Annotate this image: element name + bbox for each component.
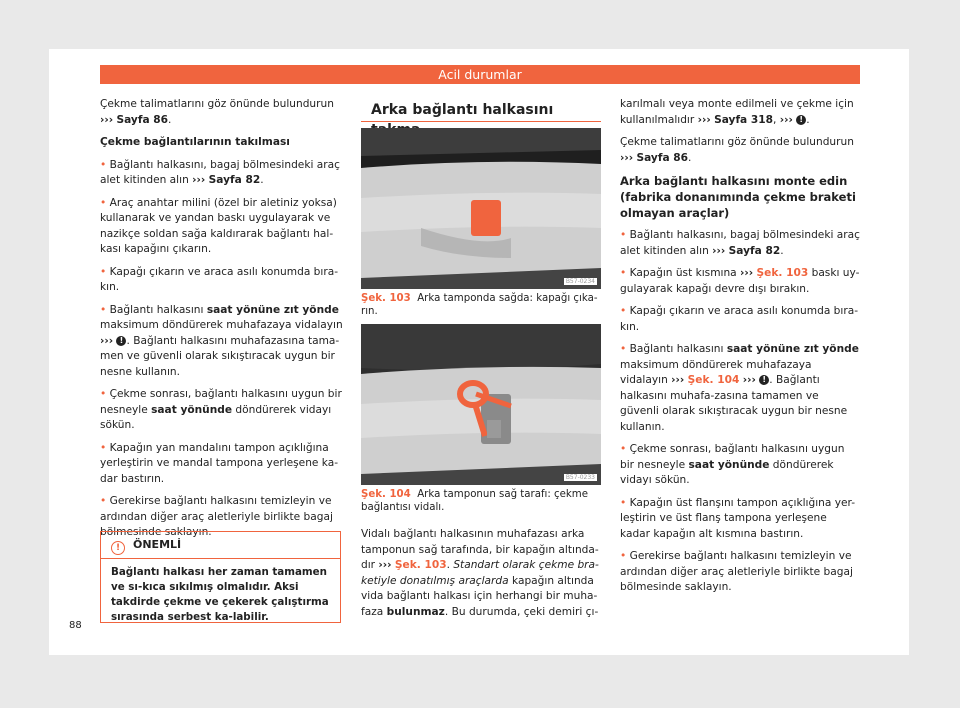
- bullet-icon: •: [100, 441, 107, 454]
- caption-text: Arka tamponda sağda: kapağı çıka-rın.: [361, 293, 598, 317]
- period: .: [168, 113, 172, 126]
- bullet-icon: •: [100, 196, 107, 209]
- arrow-icon: ›››: [671, 374, 685, 386]
- bullet-icon: •: [100, 265, 107, 278]
- warning-icon[interactable]: !: [796, 115, 806, 125]
- arrow-icon: ›››: [742, 374, 756, 386]
- paragraph-text: Vidalı bağlantı halkasının muhafazası arka tamponun sağ tarafında, bir kapağın altında-dır: [361, 528, 599, 571]
- emphasis: bulunmaz: [386, 605, 445, 618]
- intro-paragraph: [620, 135, 860, 166]
- italic-text: Standart olarak çekme bra-ketiyle donatılmış araçlarda: [361, 559, 599, 587]
- list-item: [620, 304, 860, 335]
- figure-103-image: [361, 128, 601, 289]
- bullet-icon: •: [100, 388, 107, 400]
- list-item-text: . Bağlantı halkasını muhafazasına tama-men ve güvenli olarak sıkıştıracak uygun bir nesne kullanın.: [100, 334, 340, 378]
- list-item-text: Bağlantı halkasını: [109, 303, 204, 316]
- list-item-text: Çekme sonrası, bağlantı halkasını uygun bir nesneyle: [620, 443, 845, 471]
- notice-header: [101, 532, 340, 559]
- arrow-icon: ›››: [712, 244, 726, 257]
- bullet-icon: •: [620, 443, 627, 455]
- section-title: Arka bağlantı halkasını: [361, 100, 601, 122]
- list-item-text: Kapağın üst flanşını tampon açıklığına yer-leştirin ve üst flanş tampona yerleşene kadar kapağın alt kısmına bastırın.: [620, 496, 856, 540]
- figure-code: B57-0233: [565, 474, 595, 481]
- info-icon: !: [111, 541, 125, 555]
- intro-paragraph: [100, 97, 343, 128]
- paragraph-text: karılmalı veya monte edilmeli ve çekme için kullanılmalıdır: [620, 98, 854, 126]
- period: .: [780, 244, 784, 257]
- period: .: [446, 559, 454, 571]
- list-item: [100, 441, 343, 488]
- list-item-text: baskı uy-gulayarak kapağı devre dışı bırakın.: [620, 267, 860, 295]
- bullet-icon: •: [620, 267, 627, 279]
- bullet-icon: •: [620, 550, 627, 562]
- paragraph-text: . Bu durumda, çeki demiri çı-: [444, 605, 599, 618]
- list-item: [100, 303, 343, 381]
- bullet-icon: •: [100, 158, 107, 171]
- list-item-text: Çekme sonrası, bağlantı halkasını uygun bir nesneyle: [100, 388, 342, 416]
- figure-code: B57-0234: [565, 278, 595, 285]
- arrow-icon: ›››: [697, 113, 711, 126]
- page-header: Acil durumlar: [100, 65, 860, 84]
- list-item: [620, 549, 860, 596]
- figure-link[interactable]: Şek. 104: [687, 374, 740, 386]
- list-item: [100, 196, 343, 258]
- list-item-text: döndürerek vidayı sökün.: [620, 458, 834, 486]
- emphasis: saat yönüne zıt yönde: [206, 303, 339, 316]
- list-item: [620, 496, 860, 543]
- period: .: [688, 151, 692, 164]
- page-link[interactable]: Sayfa 86: [116, 113, 169, 126]
- arrow-icon: ›››: [779, 113, 793, 126]
- list-item-text: Bağlantı halkasını, bagaj bölmesindeki araç alet kitinden alın: [620, 229, 860, 257]
- list-item-text: Kapağı çıkarın ve araca asılı konumda bıra-kın.: [100, 265, 339, 293]
- list-item: [620, 266, 860, 297]
- bullet-icon: •: [100, 495, 107, 507]
- figure-number: Şek. 104: [361, 489, 411, 500]
- figure-103-caption: [361, 292, 601, 318]
- warning-icon[interactable]: !: [759, 375, 769, 385]
- page-number: 88: [69, 620, 82, 631]
- column-middle-text: [361, 527, 601, 620]
- page-link[interactable]: Sayfa 318: [714, 113, 774, 126]
- list-item: [620, 442, 860, 489]
- paragraph-text: kapağın altında vida bağlantı halkası için herhangi bir muha-faza: [361, 574, 598, 618]
- warning-icon[interactable]: !: [116, 336, 126, 346]
- list-item: [100, 158, 343, 189]
- arrow-icon: ›››: [378, 559, 392, 571]
- list-item: [100, 265, 343, 296]
- list-item-text: Bağlantı halkasını, bagaj bölmesindeki araç alet kitinden alın: [100, 158, 340, 186]
- emphasis: saat yönünde: [688, 458, 770, 471]
- list-item-text: Araç anahtar milini (özel bir aletiniz yoksa) kullanarak ve yandan baskı uygulayarak ve nazikçe soldan sağa kaldırarak bağlantı hal-kası kapağını çıkarın.: [100, 196, 337, 255]
- figure-number: Şek. 103: [361, 293, 411, 304]
- list-item-text: Gerekirse bağlantı halkasını temizleyin ve ardından diğer araç aletleriyle birlikte bagaj bölmesinde saklayın.: [100, 495, 333, 538]
- arrow-icon: ›››: [100, 334, 114, 347]
- arrow-icon: ›››: [192, 174, 206, 186]
- caption-text: Arka tamponun sağ tarafı: çekme bağlantısı vidalı.: [361, 489, 589, 513]
- period: .: [806, 113, 810, 126]
- arrow-icon: ›››: [740, 267, 754, 279]
- emphasis: saat yönünde: [151, 403, 233, 416]
- section-heading: Çekme bağlantılarının takılması: [100, 136, 290, 148]
- bullet-icon: •: [620, 229, 627, 241]
- bumper-cover-illustration: [361, 128, 601, 289]
- notice-body: Bağlantı halkası her zaman tamamen ve sı-kıca sıkılmış olmalıdır. Aksi takdirde çekme ve çekerek çalıştırma sırasında serbest ka-labilir.: [111, 566, 329, 623]
- notice-title: ÖNEMLİ: [133, 538, 182, 551]
- list-item-text: Kapağı çıkarın ve araca asılı konumda bıra-kın.: [620, 305, 859, 333]
- list-item-text: Kapağın üst kısmına: [629, 267, 737, 279]
- period: .: [260, 174, 264, 186]
- figure-104-caption: [361, 488, 601, 514]
- list-item-text: maksimum döndürerek muhafazaya vidalayın: [620, 358, 812, 386]
- list-item: [100, 387, 343, 434]
- page-link[interactable]: Sayfa 82: [208, 174, 261, 186]
- emphasis: saat yönüne zıt yönde: [726, 343, 859, 355]
- list-item-text: Gerekirse bağlantı halkasını temizleyin ve ardından diğer araç aletleriyle birlikte bagaj bölmesinde saklayın.: [620, 550, 853, 593]
- section-heading: Arka bağlantı halkasını monte edin (fabrika donanımında çekme braketi olmayan araçlar): [620, 174, 856, 220]
- column-right: [620, 97, 860, 603]
- notice-box: [100, 531, 341, 623]
- figure-104-image: [361, 324, 601, 485]
- figure-link[interactable]: Şek. 103: [756, 267, 809, 279]
- list-item-text: Kapağın yan mandalını tampon açıklığına yerleştirin ve mandal tampona yerleşene ka-dar bastırın.: [100, 441, 339, 485]
- list-item: [620, 342, 860, 435]
- tow-eye-illustration: [361, 324, 601, 485]
- bullet-icon: •: [620, 305, 627, 317]
- list-item-text: maksimum döndürerek muhafazaya vidalayın: [100, 319, 343, 331]
- page-link[interactable]: Sayfa 82: [728, 244, 781, 257]
- arrow-icon: ›››: [100, 113, 114, 126]
- bullet-icon: •: [620, 496, 627, 509]
- list-item-text: döndürerek vidayı sökün.: [100, 403, 332, 431]
- page-link[interactable]: Sayfa 86: [636, 151, 689, 164]
- bullet-icon: •: [100, 303, 107, 316]
- list-item-text: . Bağlantı halkasını muhafa-zasına tamamen ve güvenli olarak sıkıştıracak uygun bir nesne kullanın.: [620, 374, 848, 433]
- list-item: [620, 228, 860, 259]
- column-left: [100, 97, 343, 548]
- figure-link[interactable]: Şek. 103: [394, 559, 447, 571]
- intro-text: Çekme talimatlarını göz önünde bulundurun: [620, 136, 854, 148]
- arrow-icon: ›››: [620, 151, 634, 164]
- intro-text: Çekme talimatlarını göz önünde bulundurun: [100, 98, 334, 110]
- comma: ,: [773, 113, 777, 126]
- bullet-icon: •: [620, 343, 627, 355]
- continued-paragraph: [620, 97, 860, 128]
- list-item-text: Bağlantı halkasını: [629, 343, 724, 355]
